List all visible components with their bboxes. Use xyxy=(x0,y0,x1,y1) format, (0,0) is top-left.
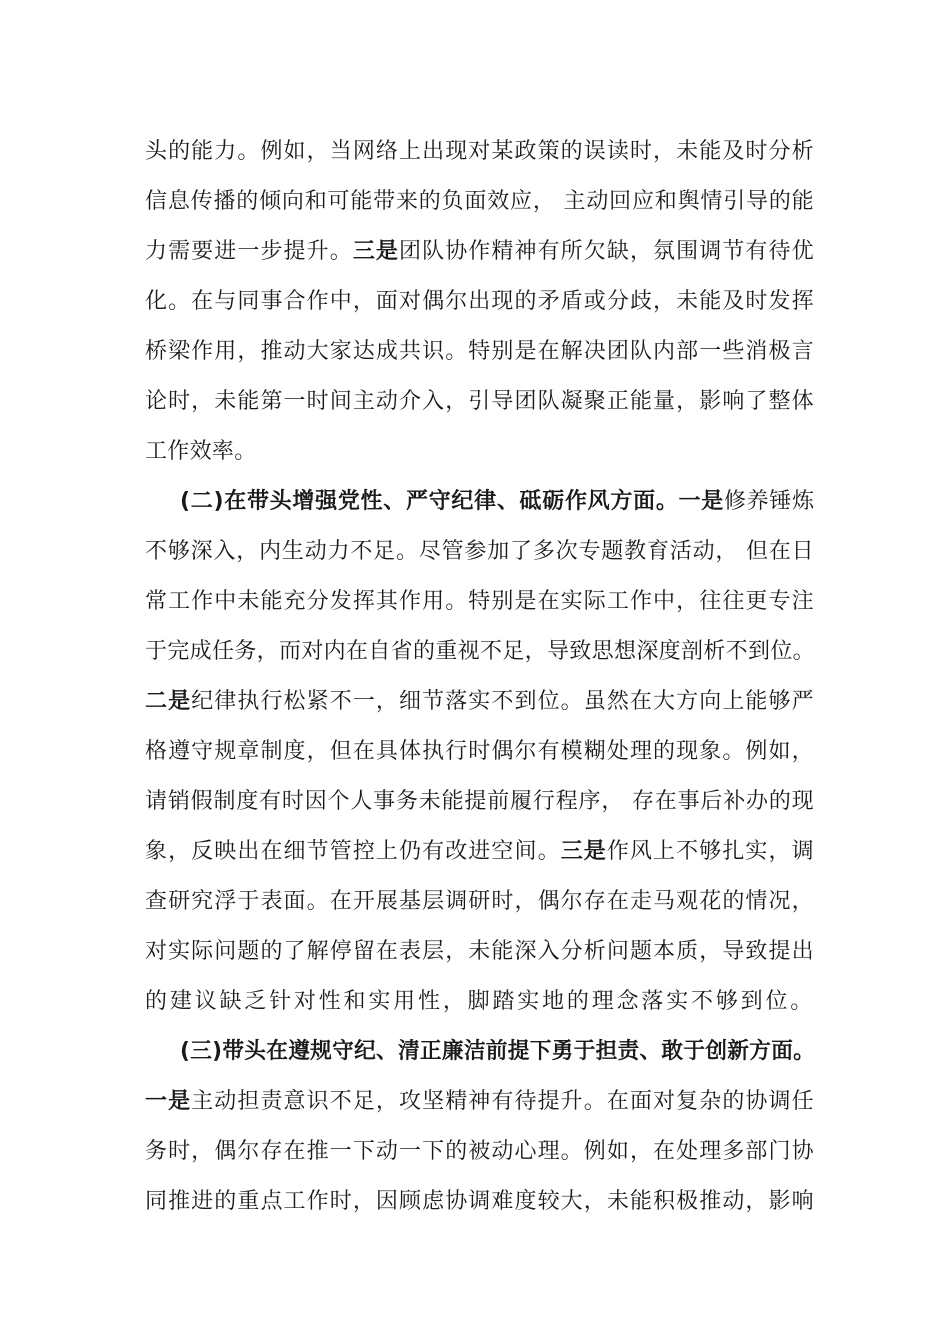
section-heading-line xyxy=(180,485,815,519)
bold-run: (三)带头在遵规守纪、清正廉洁前提下勇于担责、敢于创新方面。 xyxy=(180,1039,816,1064)
text-line xyxy=(145,1085,815,1119)
text-line xyxy=(145,185,814,219)
text-line xyxy=(145,635,815,669)
text-run: 桥梁作用，推动大家达成共识。特别是在解决团队内部一些消极言 xyxy=(145,339,815,364)
text-run: 化。在与同事合作中，面对偶尔出现的矛盾或分歧，未能及时发挥 xyxy=(145,289,815,314)
text-line xyxy=(145,535,814,569)
text-run: 头的能力。例如，当网络上出现对某政策的误读时，未能及时分析 xyxy=(145,139,815,164)
text-line xyxy=(145,1185,815,1219)
text-run: 象，反映出在细节管控上仍有改进空间。 xyxy=(145,839,561,864)
bold-run: 三是 xyxy=(352,239,400,264)
text-run: 力需要进一步提升。 xyxy=(145,239,353,264)
text-line xyxy=(145,385,815,419)
text-line xyxy=(145,735,815,769)
text-run: 格遵守规章制度，但在具体执行时偶尔有模糊处理的现象。例如， xyxy=(145,739,815,764)
text-run: 请销假制度有时因个人事务未能提前履行程序， 存在事后补办的现 xyxy=(145,789,815,814)
text-line xyxy=(145,235,815,269)
text-line xyxy=(145,835,815,869)
bold-run: 三是 xyxy=(560,839,607,864)
text-run: 论时，未能第一时间主动介入，引导团队凝聚正能量，影响了整体 xyxy=(145,389,815,414)
text-line xyxy=(145,135,815,169)
text-line xyxy=(145,935,815,969)
text-run: 对实际问题的了解停留在表层，未能深入分析问题本质，导致提出 xyxy=(145,939,815,964)
text-line xyxy=(145,285,815,319)
bold-run: 二是 xyxy=(145,689,192,714)
text-line xyxy=(145,685,815,719)
text-run: 常工作中未能充分发挥其作用。特别是在实际工作中，往往更专注 xyxy=(145,589,815,614)
text-run: 于完成任务，而对内在自省的重视不足，导致思想深度剖析不到位。 xyxy=(145,639,816,664)
text-run: 查研究浮于表面。在开展基层调研时，偶尔存在走马观花的情况， xyxy=(145,889,815,914)
text-line xyxy=(145,885,815,919)
text-line xyxy=(145,1135,815,1169)
text-line xyxy=(145,985,815,1019)
text-run: 的建议缺乏针对性和实用性，脚踏实地的理念落实不够到位。 xyxy=(145,989,816,1014)
text-run: 同推进的重点工作时，因顾虑协调难度较大，未能积极推动，影响 xyxy=(145,1189,815,1214)
text-run: 作风上不够扎实，调 xyxy=(606,839,815,864)
text-run: 主动担责意识不足，攻坚精神有待提升。在面对复杂的协调任 xyxy=(191,1089,815,1114)
text-run: 纪律执行松紧不一，细节落实不到位。虽然在大方向上能够严 xyxy=(191,689,815,714)
text-run: 信息传播的倾向和可能带来的负面效应， 主动回应和舆情引导的能 xyxy=(145,189,815,214)
text-run: 不够深入，内生动力不足。尽管参加了多次专题教育活动， 但在日 xyxy=(145,539,815,564)
text-line xyxy=(145,435,257,469)
text-run: 务时，偶尔存在推一下动一下的被动心理。例如，在处理多部门协 xyxy=(145,1139,815,1164)
text-run: 修养锤炼 xyxy=(723,489,815,514)
bold-run: (二)在带头增强党性、严守纪律、砥砺作风方面。一是 xyxy=(180,489,724,514)
bold-run: 一是 xyxy=(145,1089,192,1114)
text-run: 团队协作精神有所欠缺，氛围调节有待优 xyxy=(399,239,815,264)
section-heading-line xyxy=(180,1035,815,1069)
text-line xyxy=(145,585,815,619)
text-line xyxy=(145,335,815,369)
text-run: 工作效率。 xyxy=(145,439,257,464)
text-line xyxy=(145,785,814,819)
